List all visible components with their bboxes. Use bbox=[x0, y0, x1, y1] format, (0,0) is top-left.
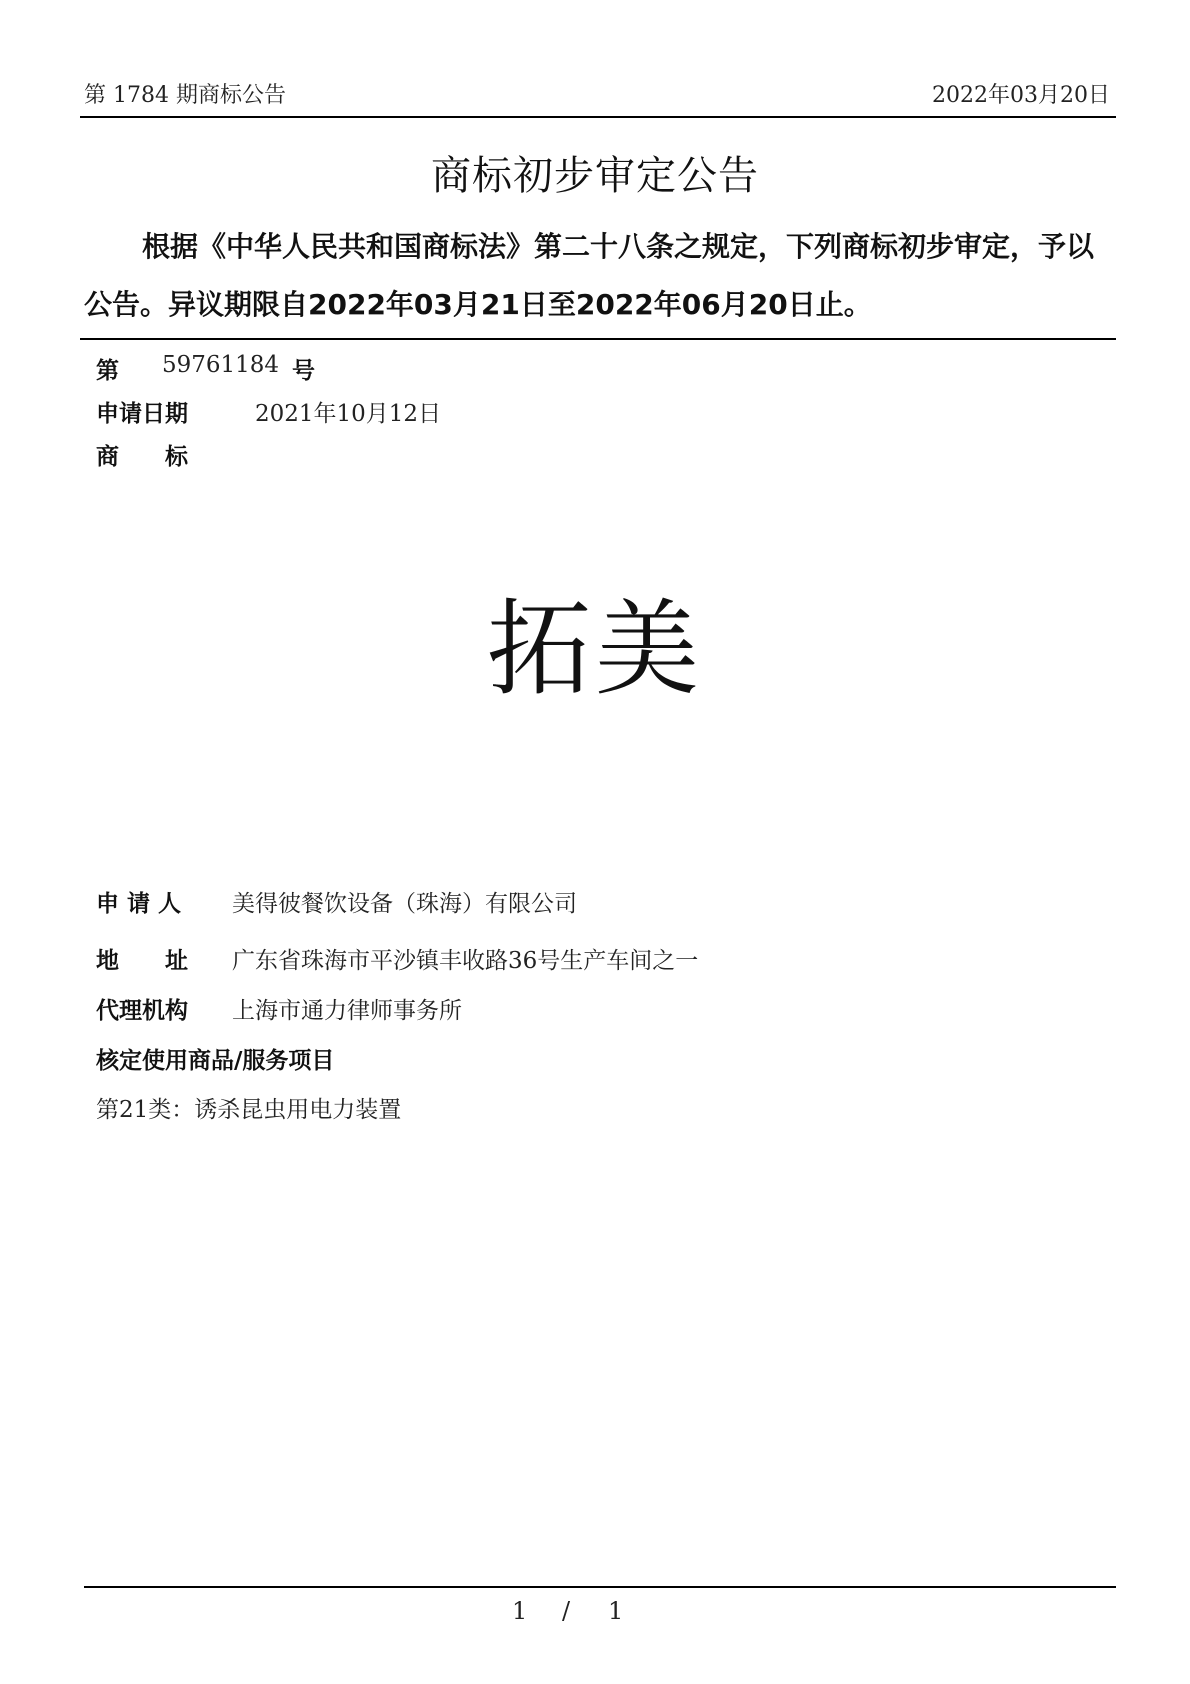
goods-label: 核定使用商品/服务项目 bbox=[96, 1048, 335, 1074]
page-separator: / bbox=[562, 1597, 571, 1625]
intro-paragraph: 根据《中华人民共和国商标法》第二十八条之规定，下列商标初步审定，予以公告。异议期限自2022年03月21日至2022年06月20日止。 bbox=[84, 230, 1095, 321]
agent-label: 代理机构 bbox=[96, 998, 188, 1024]
footer-rule bbox=[84, 1586, 1116, 1588]
reg-suffix: 号 bbox=[292, 358, 315, 384]
address-value: 广东省珠海市平沙镇丰收路36号生产车间之一 bbox=[232, 948, 699, 974]
mark-label: 商 标 bbox=[96, 444, 188, 470]
agent-value: 上海市通力律师事务所 bbox=[232, 998, 462, 1024]
header-rule bbox=[80, 116, 1116, 118]
page-title: 商标初步审定公告 bbox=[431, 153, 759, 199]
goods-value: 第21类：诱杀昆虫用电力装置 bbox=[96, 1097, 402, 1123]
address-label: 地 址 bbox=[96, 948, 188, 974]
issue-number: 第 1784 期商标公告 bbox=[84, 83, 286, 108]
applicant-value: 美得彼餐饮设备（珠海）有限公司 bbox=[232, 891, 577, 917]
page-number: 1 bbox=[512, 1597, 528, 1625]
applicant-label: 申 请 人 bbox=[96, 891, 182, 917]
page-total: 1 bbox=[608, 1597, 624, 1625]
intro-rule bbox=[80, 338, 1116, 340]
app-date-label: 申请日期 bbox=[96, 401, 188, 427]
app-date-value: 2021年10月12日 bbox=[255, 401, 442, 427]
reg-number: 59761184 bbox=[162, 352, 280, 378]
issue-date: 2022年03月20日 bbox=[932, 83, 1110, 108]
reg-prefix: 第 bbox=[96, 358, 119, 384]
trademark-text: 拓美 bbox=[486, 588, 703, 710]
